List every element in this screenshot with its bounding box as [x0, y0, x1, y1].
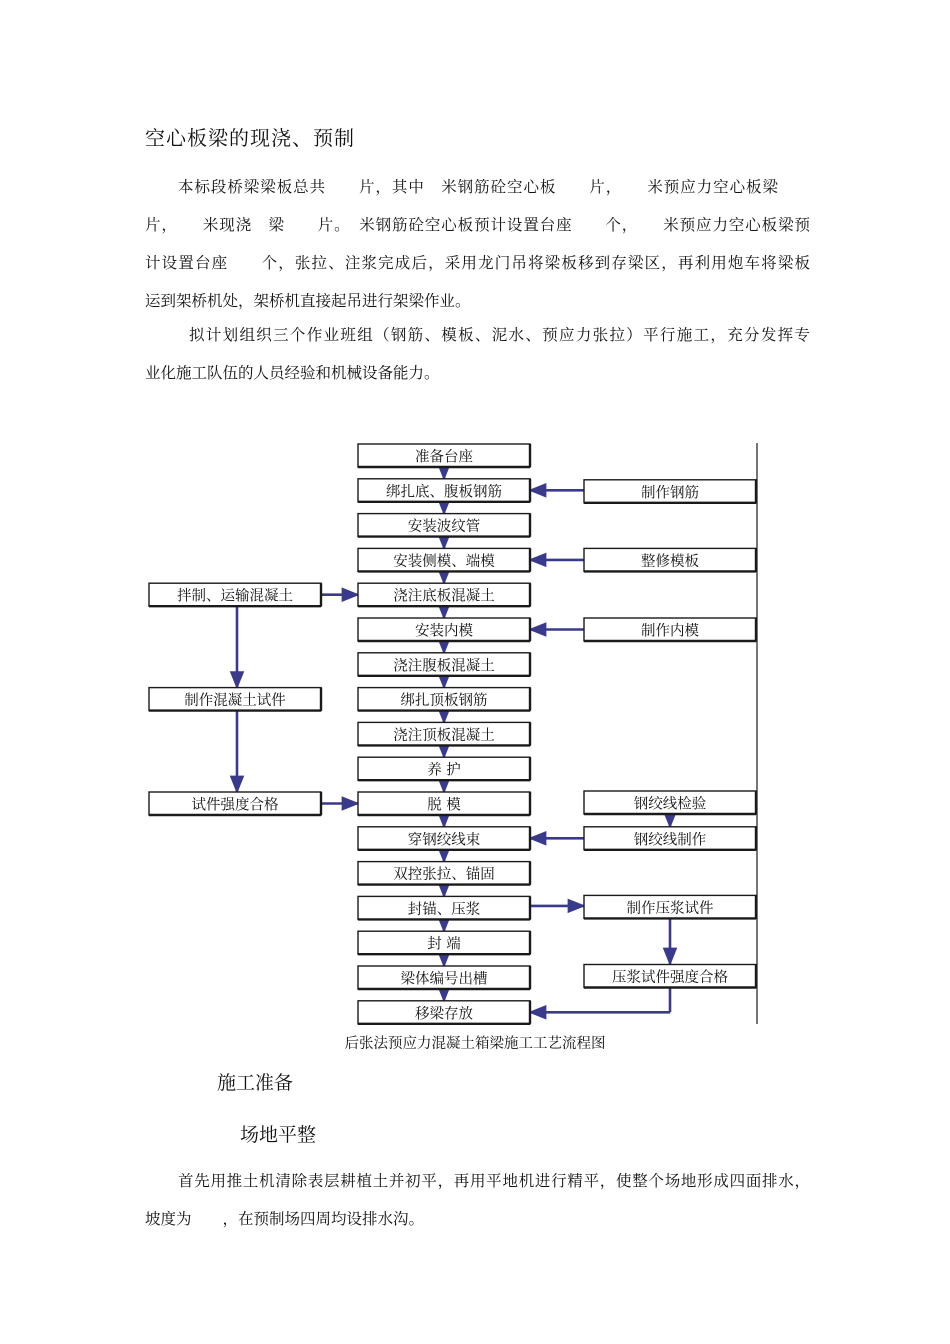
main-step-label: 安装侧模、端模 [393, 553, 495, 570]
paragraph-site-leveling [145, 1162, 810, 1238]
right-step [584, 827, 756, 850]
left-step-label: 拌制、运输混凝土 [177, 588, 293, 605]
left-process-column [149, 583, 321, 815]
main-step-label: 安装波纹管 [407, 519, 481, 536]
main-step-label: 准备台座 [415, 449, 473, 466]
main-step-label: 绑扎底、腹板钢筋 [386, 484, 502, 501]
section-title: 施工准备 [217, 1072, 294, 1094]
main-step-label: 绑扎顶板钢筋 [400, 693, 488, 710]
left-step [149, 688, 321, 711]
right-step-label: 钢绞线制作 [633, 832, 707, 849]
section-heading: 空心板梁的现浇、预制 [145, 126, 355, 150]
main-step [358, 688, 530, 711]
main-step-label: 梁体编号出槽 [400, 971, 488, 988]
main-step-label: 移梁存放 [415, 1006, 473, 1023]
right-step [584, 895, 756, 918]
left-step-label: 制作混凝土试件 [184, 693, 286, 710]
main-step [358, 548, 530, 571]
main-step [358, 722, 530, 745]
left-step [149, 583, 321, 606]
right-step-label: 制作压浆试件 [626, 900, 714, 917]
right-step-label: 整修模板 [641, 553, 699, 570]
main-step-label: 脱 模 [427, 797, 461, 814]
main-step [358, 514, 530, 537]
main-step-label: 穿钢绞线束 [407, 832, 481, 849]
main-step-label: 浇注顶板混凝土 [393, 727, 495, 744]
right-step-label: 制作钢筋 [641, 485, 699, 502]
main-process-column [358, 444, 530, 1024]
right-step [584, 791, 756, 814]
main-step-label: 封锚、压浆 [407, 901, 481, 918]
paragraph-line: 首先用推土机清除表层耕植土并初平，再用平地机进行精平，使整个场地形成四面排水， [178, 1172, 810, 1190]
main-step [358, 479, 530, 502]
main-step-label: 浇注腹板混凝土 [393, 658, 495, 675]
paragraph-line: 运到架桥机处，架桥机直接起吊进行架梁作业。 [145, 292, 471, 310]
paragraph-line: 坡度为 ，在预制场四周均设排水沟。 [145, 1210, 425, 1228]
subsection-title: 场地平整 [240, 1124, 317, 1146]
main-step [358, 653, 530, 676]
main-step [358, 896, 530, 919]
right-step-label: 压浆试件强度合格 [612, 970, 728, 986]
paragraph-line: 本标段桥梁梁板总共 片，其中 米钢筋砼空心板 片， 米预应力空心板梁 [178, 178, 778, 196]
main-step [358, 966, 530, 989]
main-step-label: 封 端 [427, 936, 461, 953]
main-step [358, 931, 530, 954]
right-step [584, 618, 756, 641]
left-step-label: 试件强度合格 [191, 797, 279, 814]
main-step [358, 618, 530, 641]
flowchart-caption: 后张法预应力混凝土箱梁施工工艺流程图 [344, 1036, 606, 1052]
paragraph-line: 片， 米现浇 梁 片。 米钢筋砼空心板预计设置台座 个， 米预应力空心板梁预 [145, 216, 810, 234]
paragraph-line: 计设置台座 个，张拉、注浆完成后，采用龙门吊将梁板移到存梁区，再利用炮车将梁板 [145, 254, 810, 272]
main-step [358, 792, 530, 815]
right-step [584, 480, 756, 503]
left-step [149, 792, 321, 815]
main-step [358, 444, 530, 467]
right-step [584, 965, 756, 988]
main-step-label: 浇注底板混凝土 [393, 588, 495, 605]
right-step [584, 548, 756, 571]
main-step-label: 安装内模 [415, 623, 473, 640]
main-step [358, 862, 530, 885]
main-step-label: 双控张拉、锚固 [393, 867, 495, 884]
right-process-column [584, 480, 756, 988]
main-step [358, 827, 530, 850]
paragraph-line: 业化施工队伍的人员经验和机械设备能力。 [145, 364, 440, 382]
main-step [358, 757, 530, 780]
main-step [358, 1001, 530, 1024]
main-step-label: 养 护 [427, 762, 461, 779]
main-step [358, 583, 530, 606]
right-step-label: 制作内模 [641, 623, 699, 640]
right-step-label: 钢绞线检验 [633, 796, 707, 813]
paragraph-line: 拟计划组织三个作业班组（钢筋、模板、泥水、预应力张拉）平行施工，充分发挥专 [189, 326, 810, 344]
